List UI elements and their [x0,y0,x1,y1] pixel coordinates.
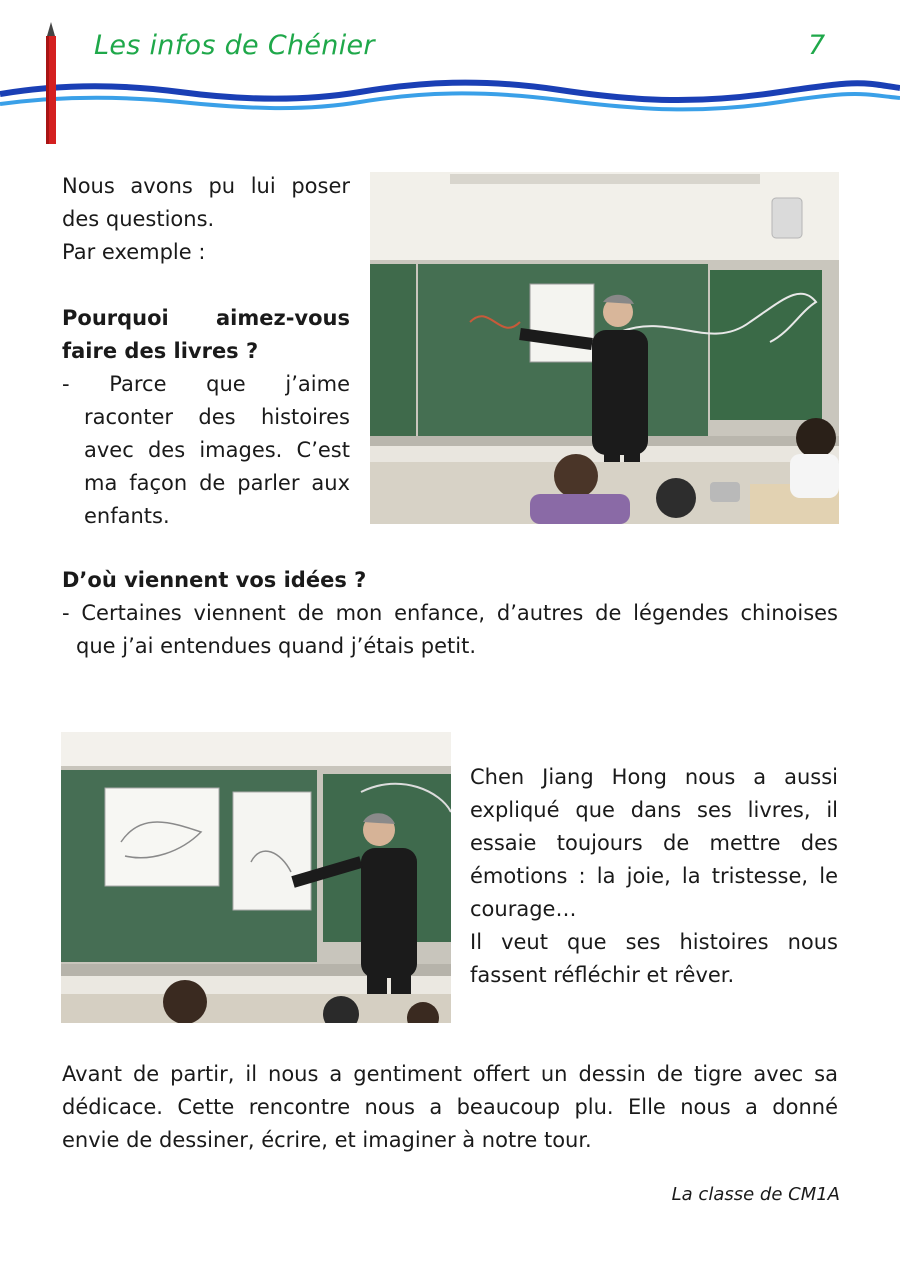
page-header [0,0,900,150]
emotions-line-7: fassent réfléchir et rêver. [470,963,735,987]
classroom-photo-2 [61,732,451,1023]
intro-line-1: Nous avons pu lui poser [62,174,350,198]
emotions-line-6: Il veut que ses histoires nous [470,930,838,954]
question-2: D’où viennent vos idées ? [62,568,367,592]
question-1-line-2: faire des livres ? [62,339,259,363]
closing-line-1: Avant de partir, il nous a gentiment offert un dessin de tigre avec sa [62,1062,838,1086]
answer-2-line-2: que j’ai entendues quand j’étais petit. [76,634,477,658]
emotions-line-1: Chen Jiang Hong nous a aussi [470,765,838,789]
answer-1-line-4: ma façon de parler aux [84,471,350,495]
classroom-photo-1 [370,172,839,524]
question-1-line-1: Pourquoi aimez-vous [62,306,350,330]
answer-1-line-3: avec des images. C’est [84,438,350,462]
answer-1-line-2: raconter des histoires [84,405,350,429]
intro-line-2: des questions. [62,207,215,231]
closing-line-3: envie de dessiner, écrire, et imaginer à notre tour. [62,1128,592,1152]
emotions-line-5: courage… [470,897,577,921]
newsletter-title: Les infos de Chénier [94,30,375,61]
intro-line-3: Par exemple : [62,240,206,264]
answer-2-line-1: - Certaines viennent de mon enfance, d’autres de légendes chinoises [62,601,838,625]
emotions-line-2: expliqué que dans ses livres, il [470,798,838,822]
pencil-icon [44,22,58,146]
emotions-line-4: émotions : la joie, la tristesse, le [470,864,838,888]
answer-1-line-5: enfants. [84,504,170,528]
signature: La classe de CM1A [671,1184,840,1205]
emotions-line-3: essaie toujours de mettre des [470,831,838,855]
page-number: 7 [808,30,826,61]
closing-line-2: dédicace. Cette rencontre nous a beaucoup plu. Elle nous a donné [62,1095,838,1119]
answer-1-line-1: - Parce que j’aime [62,372,350,396]
wave-decoration [0,70,900,120]
